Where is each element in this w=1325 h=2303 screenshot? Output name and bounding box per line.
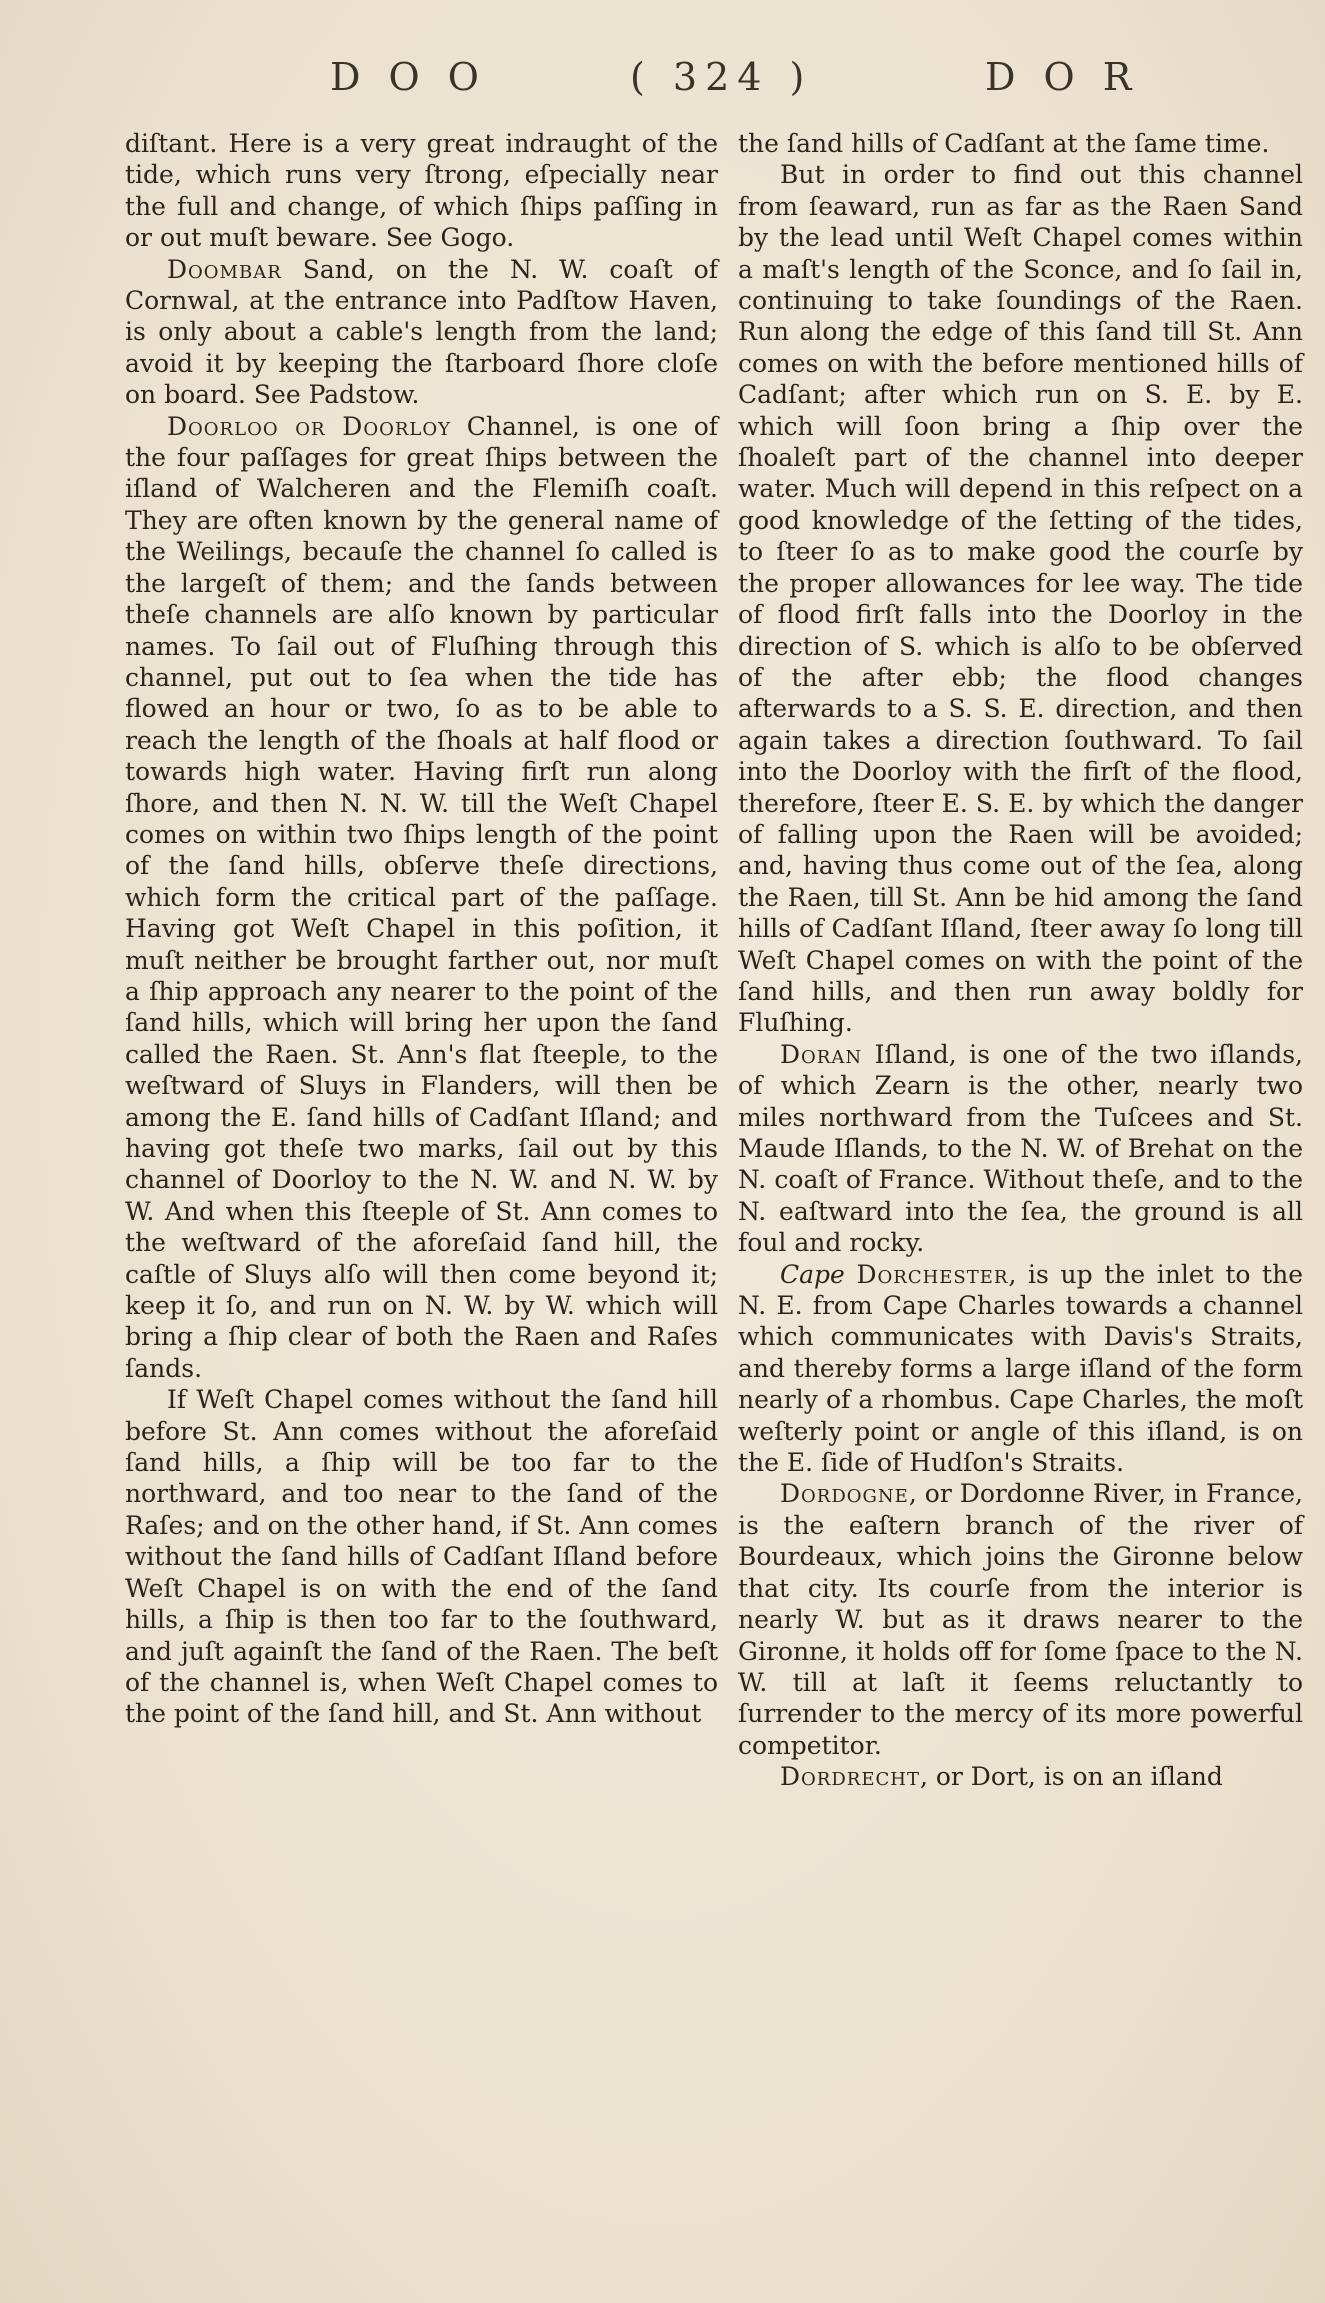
left-column: [125, 128, 718, 1730]
entry-doorloo: Doorloo or Doorloy Channel, is one of the four paſſages for great ſhips between the iſland of Walcheren and the Flemiſh coaſt. They are often known by the general name of the Weilings, becauſe the channel ſo called is the largeſt of them; and the ſands between theſe channels are alſo known by particular names. To ſail out of Fluſhing through this channel, put out to ſea when the tide has flowed an hour or two, ſo as to be able to reach the length of the ſhoals at half flood or towards high water. Having firſt run along ſhore, and then N. N. W. till the Weſt Chapel comes on within two ſhips length of the point of the ſand hills, obſerve theſe directions, which form the critical part of the paſſage. Having got Weſt Chapel in this poſition, it muſt neither be brought farther out, nor muſt a ſhip approach any nearer to the point of the ſand hills, which will bring her upon the ſand called the Raen. St. Ann's flat ſteeple, to the weſtward of Sluys in Flanders, will then be among the E. ſand hills of Cadſant Iſland; and having got theſe two marks, ſail out by this channel of Doorloy to the N. W. and N. W. by W. And when this ſteeple of St. Ann comes to the weſtward of the aforeſaid ſand hill, the caſtle of Sluys alſo will then come beyond it; keep it ſo, and run on N. W. by W. which will bring a ſhip clear of both the Raen and Raſes ſands.: [125, 411, 719, 1383]
entry-dordrecht: Dordrecht, or Dort, is on an iſland: [780, 1762, 1223, 1792]
header-left: D O O: [330, 55, 487, 99]
paragraph: If Weſt Chapel comes without the ſand hill before St. Ann comes without the aforeſaid ſand hills, a ſhip will be too far to the northward, and too near to the ſand of the Raſes; and on the other hand, if St. Ann comes without the ſand hills of Cadſant Iſland before Weſt Chapel is on with the end of the ſand hills, a ſhip is then too far to the ſouthward, and juſt againſt the ſand of the Raen. The beſt of the channel is, when Weſt Chapel comes to the point of the ſand hill, and St. Ann without: [125, 1385, 718, 1729]
entry-doombar: Doombar Sand, on the N. W. coaſt of Cornwal, at the entrance into Padſtow Haven, is only about a cable's length from the land; avoid it by keeping the ſtarboard ſhore cloſe on board. See Padstow.: [125, 254, 718, 410]
paragraph: diſtant. Here is a very great indraught of the tide, which runs very ſtrong, eſpecially near the full and change, of which ſhips paſſing in or out muſt beware. See Gogo.: [125, 129, 718, 253]
running-header: [0, 55, 1325, 115]
right-column: [738, 128, 1303, 1793]
paragraph: the ſand hills of Cadſant at the ſame time.: [738, 129, 1270, 158]
page-number: ( 324 ): [630, 55, 813, 99]
paragraph: But in order to find out this channel from ſeaward, run as far as the Raen Sand by the lead until Weſt Chapel comes within a maſt's length of the Sconce, and ſo ſail in, continuing to take ſoundings of the Raen. Run along the edge of this ſand till St. Ann comes on with the before mentioned hills of Cadſant; after which run on S. E. by E. which will ſoon bring a ſhip over the ſhoaleſt part of the channel into deeper water. Much will depend in this reſpect on a good knowledge of the ſetting of the tides, to ſteer ſo as to make good the courſe by the proper allowances for lee way. The tide of flood firſt falls into the Doorloy in the direction of S. which is alſo to be obſerved of the after ebb; the flood changes afterwards to a S. S. E. direction, and then again takes a direction ſouthward. To ſail into the Doorloy with the firſt of the flood, therefore, ſteer E. S. E. by which the danger of falling upon the Raen will be avoided; and, having thus come out of the ſea, along the Raen, till St. Ann be hid among the ſand hills of Cadſant Iſland, ſteer away ſo long till Weſt Chapel comes on with the point of the ſand hills, and then run away boldly for Fluſhing.: [738, 160, 1303, 1038]
entry-dorchester: Cape Dorchester, is up the inlet to the N. E. from Cape Charles towards a channel which communicates with Davis's Straits, and thereby forms a large iſland of the form nearly of a rhombus. Cape Charles, the moſt weſterly point or angle of this iſland, is on the E. ſide of Hudſon's Straits.: [738, 1259, 1303, 1478]
entry-dordogne: Dordogne, or Dordonne River, in France, is the eaſtern branch of the river of Bourdeaux, which joins the Gironne below that city. Its courſe from the interior is nearly W. but as it draws nearer to the Gironne, it holds off for ſome ſpace to the N. W. till at laſt it ſeems reluctantly to ſurrender to the mercy of its more powerful competitor.: [738, 1479, 1303, 1760]
header-right: D O R: [985, 55, 1140, 99]
entry-doran: Doran Iſland, is one of the two iſlands, of which Zearn is the other, nearly two miles northward from the Tuſcees and St. Maude Iſlands, to the N. W. of Brehat on the N. coaſt of France. Without theſe, and to the N. eaſtward into the ſea, the ground is all foul and rocky.: [738, 1039, 1303, 1258]
